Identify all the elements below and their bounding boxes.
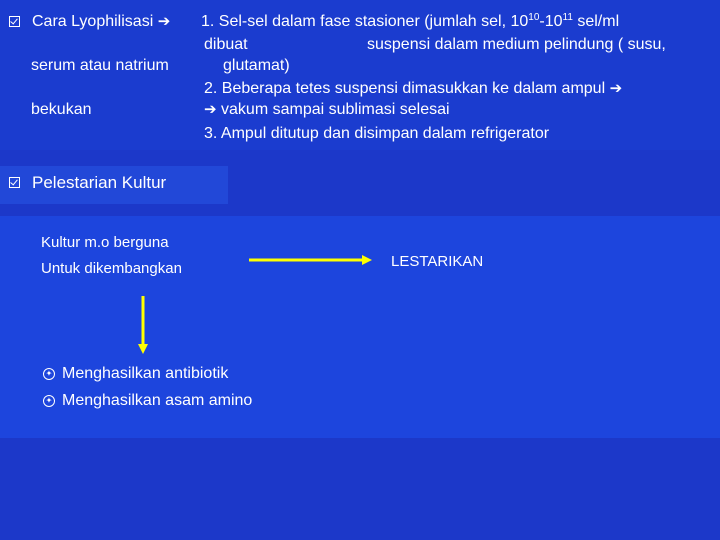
down-arrow-to-products [138, 296, 148, 354]
step1-line2a: dibuat [204, 36, 248, 53]
right-arrow-to-lestarikan [249, 255, 372, 265]
lestarikan-label: LESTARIKAN [391, 253, 484, 270]
left-line-bekukan: bekukan [31, 101, 92, 118]
step1-exponent-1: 10 [528, 12, 540, 23]
step1-text: 1. Sel-sel dalam fase stasioner (jumlah sel, 10 [201, 13, 529, 30]
step1-mid-text: -10 [539, 13, 563, 30]
bullet-asam-amino: Menghasilkan asam amino [62, 392, 253, 409]
bullet-antibiotik: Menghasilkan antibiotik [62, 365, 229, 382]
step3: 3. Ampul ditutup dan disimpan dalam refrigerator [204, 125, 550, 142]
right-arrow-icon: ➔ [157, 13, 171, 30]
step2-text: 2. Beberapa tetes suspensi dimasukkan ke dalam ampul [204, 80, 606, 97]
step2-line2-text: vakum sampai sublimasi selesai [221, 101, 450, 118]
section1-heading-text: Cara Lyophilisasi [32, 13, 154, 30]
right-arrow-icon: ➔ [204, 101, 217, 118]
kultur-line2: Untuk dikembangkan [41, 260, 182, 277]
right-arrow-icon: ➔ [609, 80, 623, 97]
star-circle-icon: ✦ [43, 368, 55, 380]
star-circle-icon: ✦ [43, 395, 55, 407]
section2-heading: Pelestarian Kultur [32, 173, 167, 192]
step1-unit: sel/ml [572, 13, 620, 30]
step1-line2b: suspensi dalam medium pelindung ( susu, [367, 36, 666, 53]
step1-line3: glutamat) [223, 57, 290, 74]
step1-exponent-2: 11 [562, 12, 573, 23]
left-line-serum: serum atau natrium [31, 57, 169, 74]
kultur-line1: Kultur m.o berguna [41, 234, 169, 251]
